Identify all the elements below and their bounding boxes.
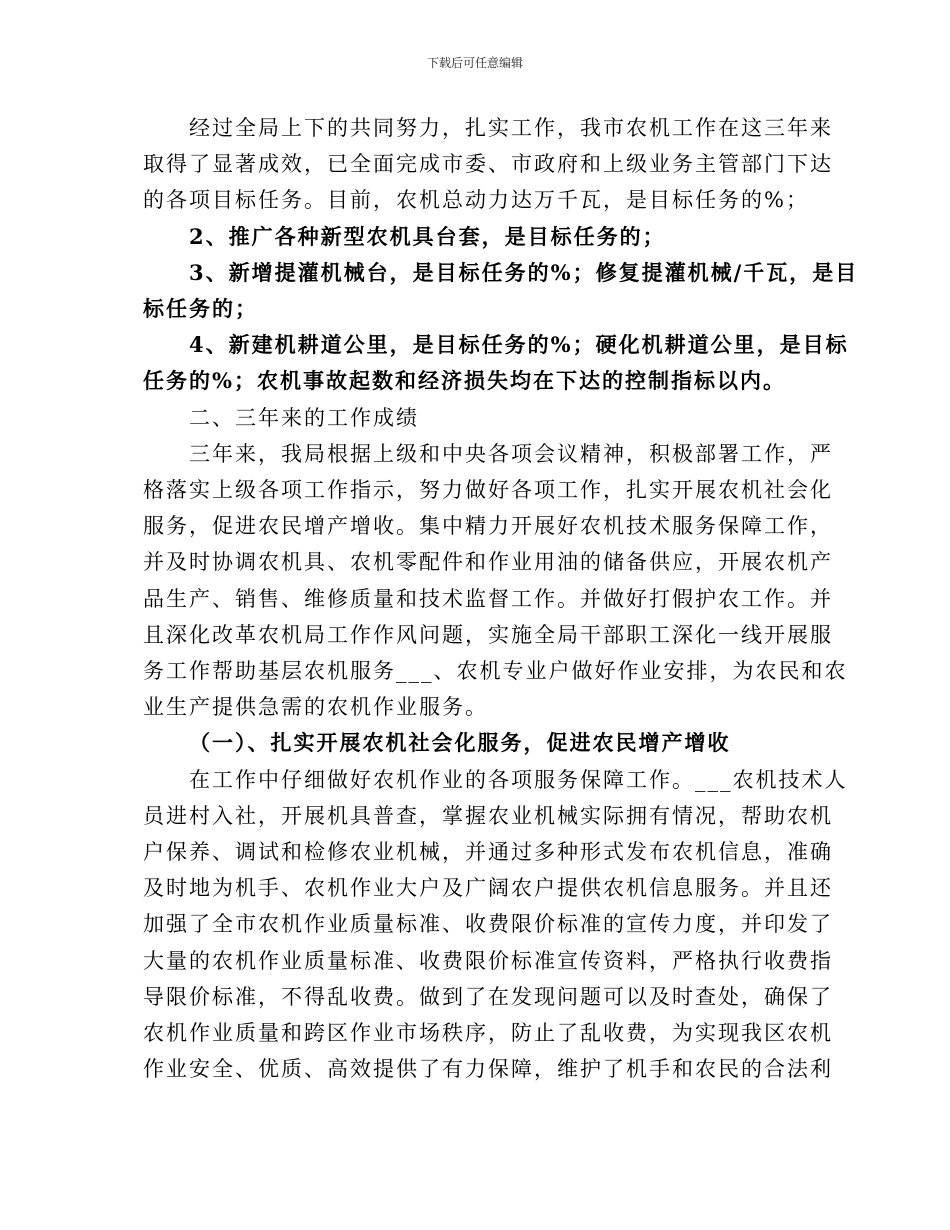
text-line: 2、推广各种新型农机具台套，是目标任务的； xyxy=(189,223,666,249)
text-line: 经过全局上下的共同努力，扎实工作，我市农机工作在这三年来 xyxy=(189,116,833,140)
text-line: 加强了全市农机作业质量标准、收费限价标准的宣传力度，并印发了 xyxy=(143,912,833,937)
text-line: 户保养、调试和检修农业机械，并通过多种形式发布农机信息，准确 xyxy=(143,840,833,865)
text-line: 大量的农机作业质量标准、收费限价标准宣传资料，严格执行收费指 xyxy=(143,948,833,973)
text-line: （一）、扎实开展农机社会化服务，促进农民增产增收 xyxy=(189,730,731,756)
text-line: 品生产、销售、维修质量和技术监督工作。并做好打假护农工作。并 xyxy=(143,586,833,611)
text-line: 标任务的； xyxy=(143,296,258,322)
text-line: 服务，促进农民增产增收。集中精力开展好农机技术服务保障工作， xyxy=(143,514,833,539)
paragraph-service xyxy=(143,762,848,1088)
section-heading xyxy=(143,400,809,436)
text-line: 在工作中仔细做好农机作业的各项服务保障工作。___农机技术人 xyxy=(189,767,848,792)
paragraph-item-3 xyxy=(143,255,859,327)
text-line: 员进村入社，开展机具普查，掌握农业机械实际拥有情况，帮助农机 xyxy=(143,803,833,828)
text-line: 三年来，我局根据上级和中央各项会议精神，积极部署工作，严 xyxy=(189,441,833,466)
text-line: 4、新建机耕道公里，是目标任务的%；硬化机耕道公里，是目标 xyxy=(189,332,849,358)
text-line: 务工作帮助基层农机服务___、农机专业户做好作业安排，为农民和农 xyxy=(143,659,848,684)
text-line: 任务的%；农机事故起数和经济损失均在下达的控制指标以内。 xyxy=(143,368,786,394)
text-line: 取得了显著成效，已全面完成市委、市政府和上级业务主管部门下达 xyxy=(143,152,833,177)
text-line: 并及时协调农机具、农机零配件和作业用油的储备供应，开展农机产 xyxy=(143,550,833,575)
text-line: 3、新增提灌机械台，是目标任务的%；修复提灌机械/千瓦，是目 xyxy=(189,259,859,285)
text-line: 且深化改革农机局工作作风问题，实施全局干部职工深化一线开展服 xyxy=(143,622,833,647)
text-line: 业生产提供急需的农机作业服务。 xyxy=(143,695,488,720)
text-line: 及时地为机手、农机作业大户及广阔农户提供农机信息服务。并且还 xyxy=(143,876,833,901)
paragraph-item-2 xyxy=(143,219,809,255)
text-line: 作业安全、优质、高效提供了有力保障，维护了机手和农民的合法利 xyxy=(143,1057,833,1082)
paragraph-item-4 xyxy=(143,327,849,399)
paragraph-achievements xyxy=(143,436,848,726)
text-line: 的各项目标任务。目前，农机总动力达万千瓦，是目标任务的%； xyxy=(143,188,809,213)
paragraph-intro xyxy=(143,110,833,219)
text-line: 二、三年来的工作成绩 xyxy=(189,405,419,430)
page-header: 下载后可任意编辑 xyxy=(426,56,523,70)
text-line: 格落实上级各项工作指示，努力做好各项工作，扎实开展农机社会化 xyxy=(143,478,833,503)
subsection-heading xyxy=(143,725,809,761)
document-body xyxy=(143,110,859,1087)
text-line: 农机作业质量和跨区作业市场秩序，防止了乱收费，为实现我区农机 xyxy=(143,1021,833,1046)
text-line: 导限价标准，不得乱收费。做到了在发现问题可以及时查处，确保了 xyxy=(143,984,833,1009)
